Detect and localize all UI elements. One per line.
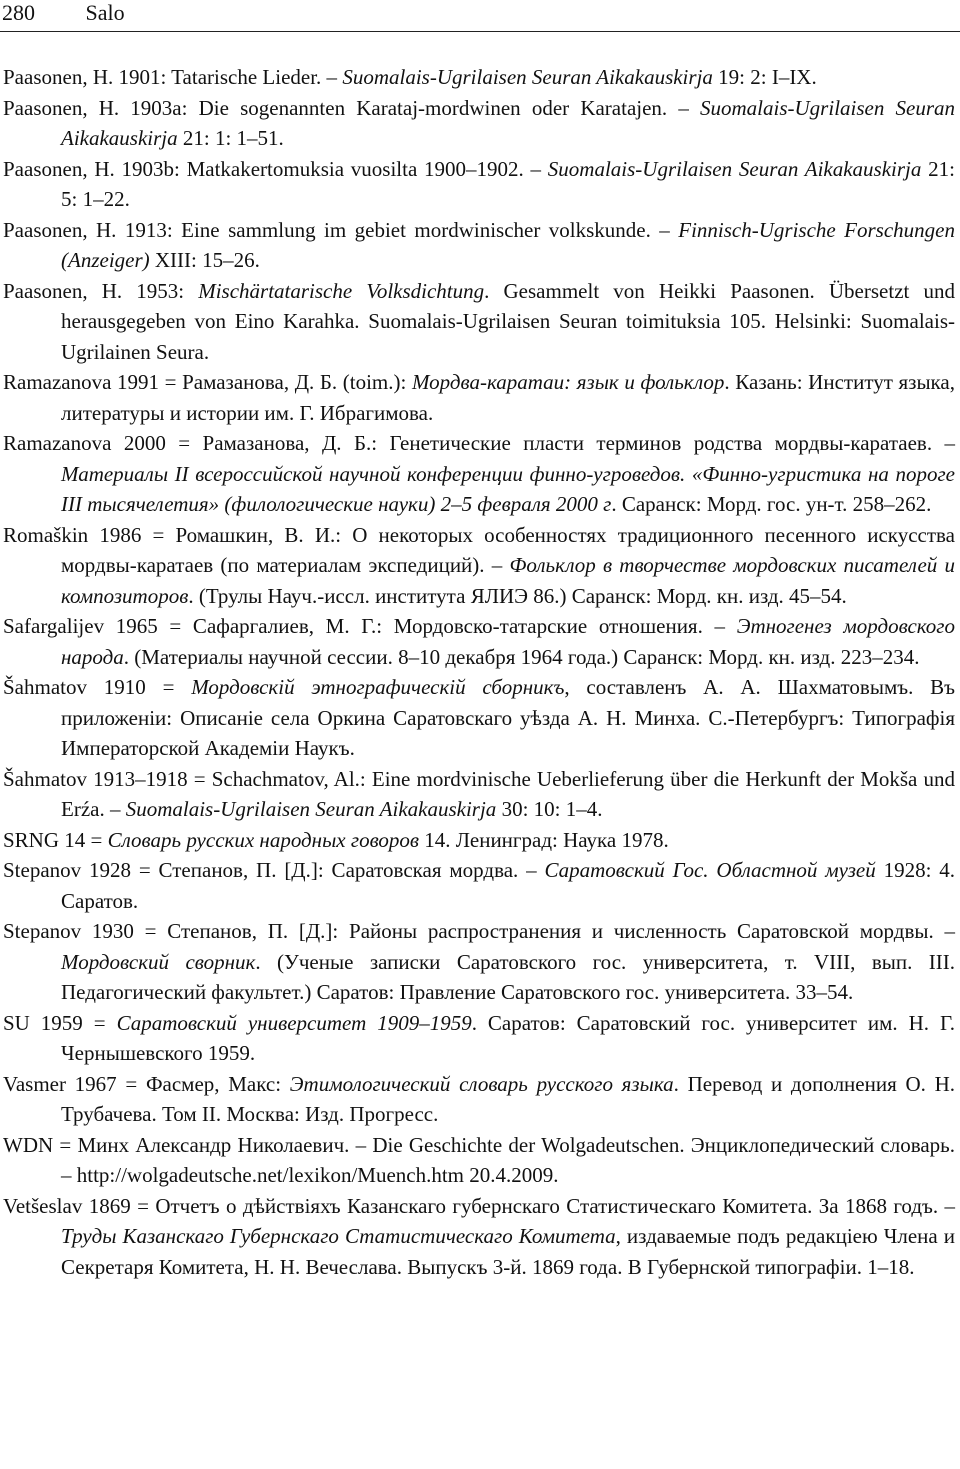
reference-text: . Саратов: Саратовский гос. университет им. Н. Г. Чернышевского 1959.: [61, 1010, 955, 1065]
reference-entry: [3, 154, 955, 215]
reference-title-italic: Этногенез мордовского народа: [61, 614, 955, 669]
reference-text: Vetšeslav 1869 = Отчетъ о дѣйствiяхъ Казанскаго губернскаго Статистическаго Комитета. За 1868 годъ. –: [3, 1193, 955, 1218]
reference-text: , составленъ А. А. Шахматовымъ. Въ приложенiи: Описанiе села Оркина Саратовскаго уѣзда А. Н. Минха. С.-Петербургъ: Типографiя Императорской Академiи Наукъ.: [61, 675, 956, 760]
reference-entry: [3, 93, 955, 154]
reference-text: , издаваемые подъ редакцiею Члена и Секретаря Комитета, Н. Н. Вечеслава. Выпускъ 3-й. 1869 года. В Губернской типографiи. 1–18.: [61, 1224, 955, 1279]
reference-title-italic: Материалы II всероссийской научной конференции финно-угроведов. «Финно-угристика на пороге III тысячелетия» (филологические науки) 2–5 февраля 2000 г: [61, 461, 955, 516]
reference-entry: [3, 611, 955, 672]
reference-text: 14. Ленинград: Наука 1978.: [419, 827, 669, 852]
reference-text: 21: 1: 1–51.: [177, 126, 284, 150]
reference-entry: [3, 1008, 955, 1069]
reference-text: Stepanov 1928 = Степанов, П. [Д.]: Саратовская мордва. –: [3, 858, 545, 882]
reference-entry: [3, 276, 955, 368]
reference-title-italic: Словарь русских народных говоров: [107, 827, 420, 852]
reference-title-italic: Саратовский Гос. Областной музей: [544, 858, 876, 882]
reference-text: Vasmer 1967 = Фасмер, Макс:: [3, 1071, 290, 1096]
reference-title-italic: Mischärtatarische Volksdichtung: [198, 278, 485, 303]
reference-text: . Перевод и дополнения О. Н. Трубачева. Том II. Москва: Изд. Прогресс.: [61, 1071, 955, 1126]
reference-text: Šahmatov 1910 =: [3, 675, 192, 699]
reference-title-italic: Мордовскiй этнографическiй сборникъ: [191, 675, 565, 699]
reference-text: Šahmatov 1913–1918 = Schachmatov, Al.: Eine mordvinische Ueberlieferung über die Herkunft der Mokša und Erźa. –: [3, 766, 955, 821]
reference-list: [3, 62, 955, 1282]
reference-title-italic: Этимологический словарь русского языка: [289, 1071, 674, 1096]
reference-title-italic: Мордва-каратаи: язык и фольклор: [411, 370, 725, 394]
reference-entry: [3, 62, 955, 93]
reference-entry: [3, 1069, 955, 1130]
reference-text: 21: 5: 1–22.: [61, 156, 955, 211]
reference-title-italic: Finnisch-Ugrische Forschungen (Anzeiger): [61, 217, 955, 272]
reference-entry: [3, 672, 955, 764]
header-rule: [0, 31, 960, 32]
reference-entry: [3, 428, 955, 520]
reference-title-italic: Саратовский университет 1909–1959: [116, 1010, 472, 1035]
reference-text: . Казань: Институт языка, литературы и истории им. Г. Ибрагимова.: [61, 370, 956, 425]
reference-text: SU 1959 =: [3, 1010, 117, 1035]
reference-title-italic: Труды Казанскаго Губернскаго Статистическаго Комитета: [61, 1224, 616, 1248]
reference-text: Ramazanova 1991 = Рамазанова, Д. Б. (toim.):: [3, 370, 412, 394]
reference-text: . Gesammelt von Heikki Paasonen. Übersetzt und herausgegeben von Eino Karahka. Suomalais-Ugrilaisen Seuran toimituksia 105. Helsinki: Suomalais-Ugrilainen Seura.: [61, 278, 955, 364]
reference-text: . (Материалы научной сессии. 8–10 декабря 1964 года.) Саранск: Морд. кн. изд. 223–234.: [123, 644, 920, 669]
reference-text: Paasonen, H. 1901: Tatarische Lieder. –: [3, 65, 343, 89]
reference-title-italic: Фольклор в творчестве мордовских писателей и композиторов: [61, 553, 955, 608]
reference-entry: [3, 825, 955, 856]
reference-text: WDN = Минх Александр Николаевич. – Die Geschichte der Wolgadeutschen. Энциклопедический словарь. – http://wolgadeutsche.net/lexikon/Muench.htm 20.4.2009.: [3, 1132, 955, 1187]
reference-text: . Саранск: Морд. гос. ун-т. 258–262.: [611, 492, 932, 516]
reference-text: Paasonen, H. 1953:: [3, 278, 199, 303]
reference-text: Paasonen, H. 1903b: Matkakertomuksia vuosilta 1900–1902. –: [3, 156, 548, 181]
reference-text: Safargalijev 1965 = Сафаргалиев, М. Г.: Мордовско-татарские отношения. –: [3, 614, 737, 638]
page-number: 280: [2, 0, 35, 25]
reference-title-italic: Suomalais-Ugrilaisen Seuran Aikakauskirja: [125, 797, 497, 821]
reference-text: Romaškin 1986 = Ромашкин, В. И.: О некоторых особенностях традиционного песенного искусства мордвы-каратаев (по материалам экспедиций). –: [3, 522, 955, 577]
reference-text: 30: 10: 1–4.: [496, 797, 603, 821]
reference-entry: [3, 215, 955, 276]
reference-text: 19: 2: I–IX.: [712, 65, 817, 89]
reference-entry: [3, 764, 955, 825]
reference-entry: [3, 520, 955, 612]
reference-entry: [3, 855, 955, 916]
reference-title-italic: Мордовский сворник: [61, 949, 256, 974]
reference-text: Ramazanova 2000 = Рамазанова, Д. Б.: Генетические пласти терминов родства мордвы-каратаев. –: [3, 431, 955, 455]
reference-text: Stepanov 1930 = Степанов, П. [Д.]: Районы распространения и численность Саратовской мордвы. –: [3, 919, 955, 943]
reference-text: Paasonen, H. 1903a: Die sogenannten Karataj-mordwinen oder Karatajen. –: [3, 95, 701, 120]
reference-entry: [3, 1191, 955, 1283]
running-header: [2, 0, 125, 28]
reference-text: . (Трулы Науч.-иссл. института ЯЛИЭ 86.) Саранск: Морд. кн. изд. 45–54.: [188, 583, 847, 608]
reference-text: Paasonen, H. 1913: Eine sammlung im gebiet mordwinischer volkskunde. –: [3, 217, 679, 242]
reference-entry: [3, 367, 955, 428]
reference-title-italic: Suomalais-Ugrilaisen Seuran Aikakauskirja: [547, 156, 922, 181]
reference-text: 1928: 4. Саратов.: [61, 858, 956, 913]
reference-text: . (Ученые записки Саратовского гос. университета, т. VIII, вып. III. Педагогический факультет.) Саратов: Правление Саратовского гос. университета. 33–54.: [61, 949, 955, 1004]
reference-title-italic: Suomalais-Ugrilaisen Seuran Aikakauskirja: [61, 95, 956, 150]
reference-text: SRNG 14 =: [3, 827, 108, 852]
reference-entry: [3, 916, 955, 1008]
running-title: Salo: [85, 0, 125, 25]
reference-title-italic: Suomalais-Ugrilaisen Seuran Aikakauskirja: [342, 65, 713, 89]
reference-entry: [3, 1130, 955, 1191]
reference-text: XIII: 15–26.: [149, 248, 260, 272]
